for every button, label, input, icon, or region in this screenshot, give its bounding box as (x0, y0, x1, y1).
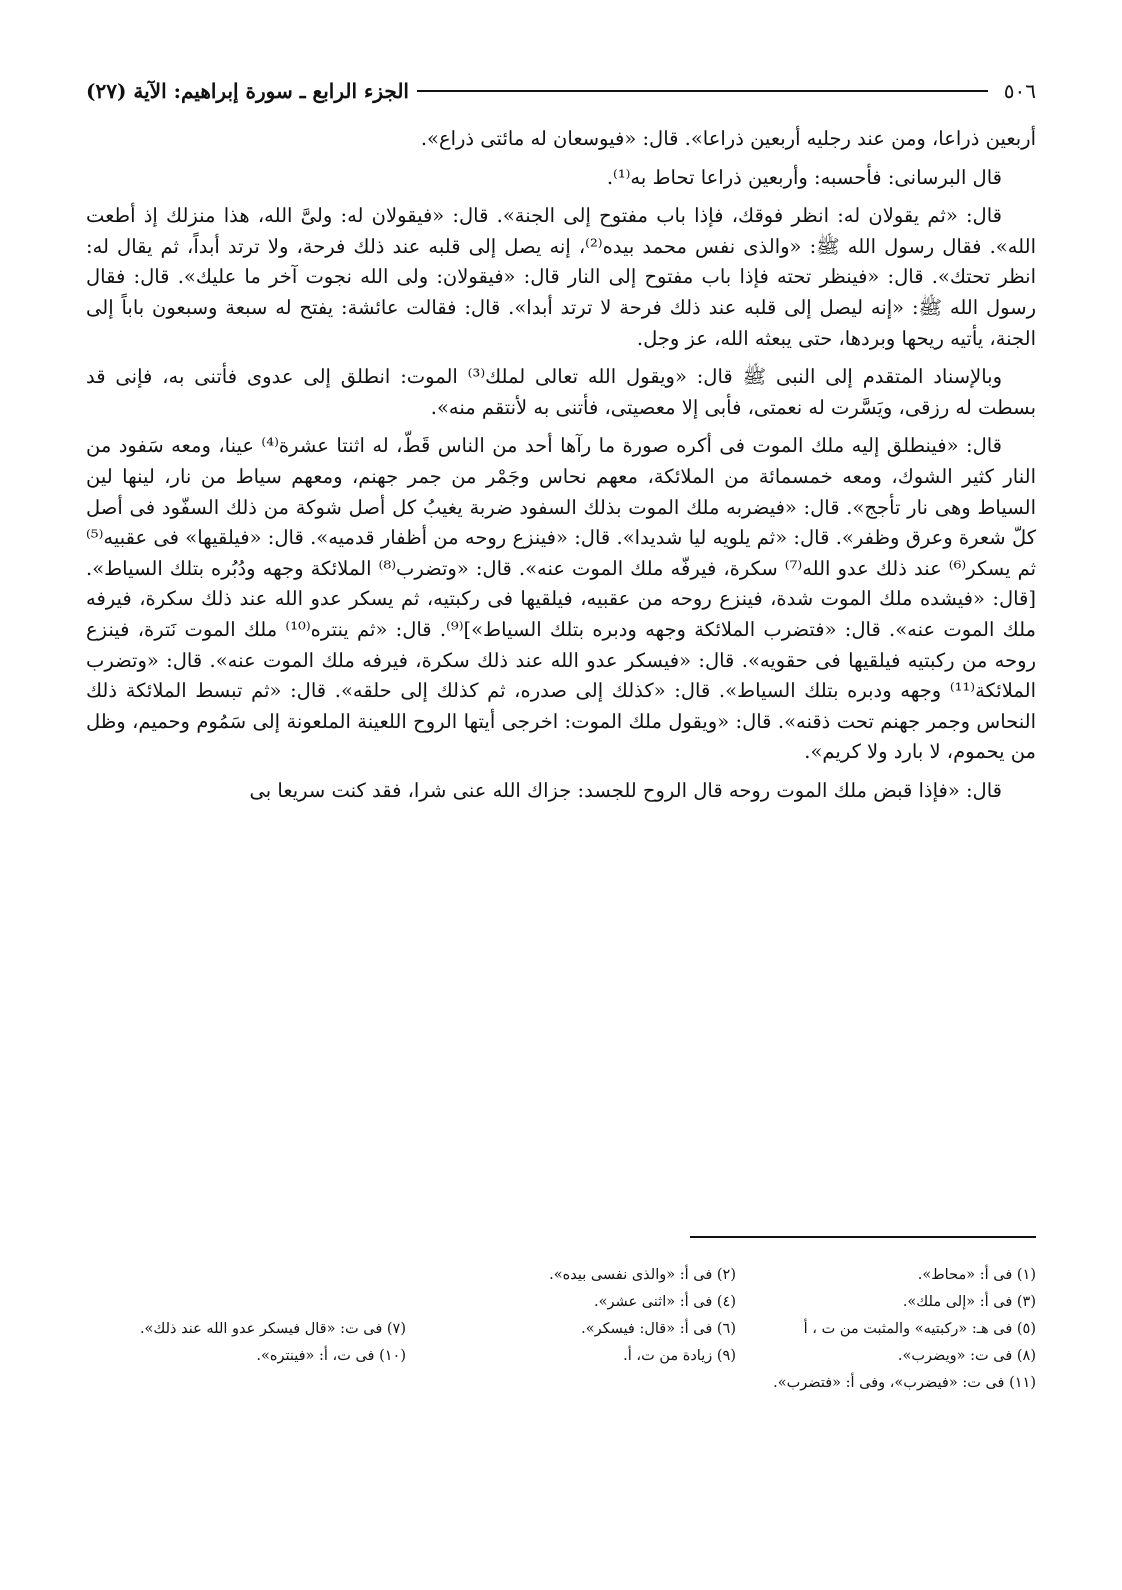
footnote-separator (690, 1236, 1036, 1238)
footnote-row (86, 1343, 1036, 1370)
footnote: (٤) فى أ: «اثنى عشر». (594, 1294, 736, 1310)
footnote: (١١) فى ت: «فيضرب»، وفى أ: «فتضرب». (773, 1375, 1036, 1391)
footnote: (٦) فى أ: «قال: فيسكر». (581, 1321, 736, 1337)
paragraph: قال البرسانى: فأحسبه: وأربعين ذراعا تحاط به⁽¹⁾. (606, 165, 1002, 189)
header-rule (417, 90, 988, 92)
footnote: (٩) زيادة من ت، أ. (623, 1348, 736, 1364)
paragraph: وبالإسناد المتقدم إلى النبى ﷺ قال: «ويقول الله تعالى لملك⁽³⁾ الموت: انطلق إلى عدوى فأتنى به، فإنى قد بسطت له رزقى، ويَسَّرت له نعمتى، فأبى إلا معصيتى، فأتنى به لأنتقم منه». (86, 365, 1036, 419)
footnote: (١) فى أ: «محاط». (917, 1267, 1036, 1283)
footnote: (٣) فى أ: «إلى ملك». (902, 1294, 1036, 1310)
paragraph: أربعين ذراعا، ومن عند رجليه أربعين ذراعا». قال: «فيوسعان له مائتى ذراع». (420, 127, 1036, 150)
running-title: الجزء الرابع ـ سورة إبراهيم: الآية (٢٧) (86, 79, 409, 103)
page-number: ٥٠٦ (1003, 79, 1036, 103)
paragraph: قال: «فينطلق إليه ملك الموت فى أكره صورة ما رآها أحد من الناس قَطّ، له اثنتا عشرة⁽⁴⁾ عينا، ومعه سَفود من النار كثير الشوك، ومعه خمسمائة من الملائكة، معهم نحاس وجَمْر من جمر جهنم، ومعهم سياط من نار، لينها لين السياط وهى نار تأجج». قال: «فيضربه ملك الموت بذلك السفود ضربة يغيبُ كل أصل شوكة من ذلك السفّود فى أصل كلّ شعرة وعرق وظفر». قال: «ثم يلويه ليا شديدا». قال: «فينزع روحه من أظفار قدميه». قال: «فيلقيها» فى عقبيه⁽⁵⁾ ثم يسكر⁽⁶⁾ عند ذلك عدو الله⁽⁷⁾ سكرة، فيرفّه ملك الموت عنه». قال: «وتضرب⁽⁸⁾ الملائكة وجهه ودُبُره بتلك السياط». [قال: «فيشده ملك الموت شدة، فينزع روحه من عقبيه، فيلقيها فى ركبتيه، ثم يسكر عدو الله عند ذلك سكرة، فيرفه ملك الموت عنه». قال: «فتضرب الملائكة وجهه ودبره بتلك السياط»]⁽⁹⁾. قال: «ثم ينتره⁽¹⁰⁾ ملك الموت نَترة، فينزع روحه من ركبتيه فيلقيها فى حقويه». قال: «فيسكر عدو الله عند ذلك سكرة، فيرفه ملك الموت عنه». قال: «وتضرب الملائكة⁽¹¹⁾ وجهه ودبره بتلك السياط». قال: «كذلك إلى صدره، ثم كذلك إلى حلقه». قال: «ثم تبسط الملائكة ذلك النحاس وجمر جهنم تحت ذقنه». قال: «ويقول ملك الموت: اخرجى أيتها الروح اللعينة الملعونة إلى سَمُوم وحميم، وظل من يحموم، لا بارد ولا كريم». (86, 434, 1037, 764)
paragraph: قال: «فإذا قبض ملك الموت روحه قال الروح للجسد: جزاك الله عنى شرا، فقد كنت سريعا بى (249, 778, 1002, 802)
footnote (86, 1370, 406, 1397)
footnote: (٧) فى ت: «قال فيسكر عدو الله عند ذلك». (139, 1321, 406, 1337)
footnote: (٨) فى ت: «ويضرب». (897, 1348, 1036, 1364)
footnote-row (86, 1289, 1036, 1316)
footnote: (١٠) فى ت، أ: «فينتره». (256, 1348, 406, 1364)
running-header (86, 74, 1036, 108)
footnote (86, 1262, 406, 1289)
footnote-row (86, 1262, 1036, 1289)
footnote-row (86, 1370, 1036, 1397)
main-text (86, 124, 1036, 814)
footnote: (٢) فى أ: «والذى نفسى بيده». (549, 1267, 736, 1283)
footnote: (٥) فى هـ: «ركبتيه» والمثبت من ت ، أ (803, 1321, 1036, 1337)
footnote-row (86, 1316, 1036, 1343)
footnote (86, 1289, 406, 1316)
paragraph: قال: «ثم يقولان له: انظر فوقك، فإذا باب مفتوح إلى الجنة». قال: «فيقولان له: ولىَّ الله، هذا منزلك إذ أطعت الله». فقال رسول الله ﷺ: «والذى نفس محمد بيده⁽²⁾، إنه يصل إلى قلبه عند ذلك فرحة، ولا ترتد أبداً، ثم يقال له: انظر تحتك». قال: «فينظر تحته فإذا باب مفتوح إلى النار قال: «فيقولان: ولى الله نجوت آخر ما عليك». قال: فقال رسول الله ﷺ: «إنه ليصل إلى قلبه عند ذلك فرحة لا ترتد أبدا». قال: فقالت عائشة: يفتح له سبعة وسبعون باباً إلى الجنة، يأتيه ريحها وبردها، حتى يبعثه الله، عز وجل. (86, 204, 1036, 350)
footnote (406, 1370, 736, 1397)
footnotes (86, 1262, 1036, 1397)
